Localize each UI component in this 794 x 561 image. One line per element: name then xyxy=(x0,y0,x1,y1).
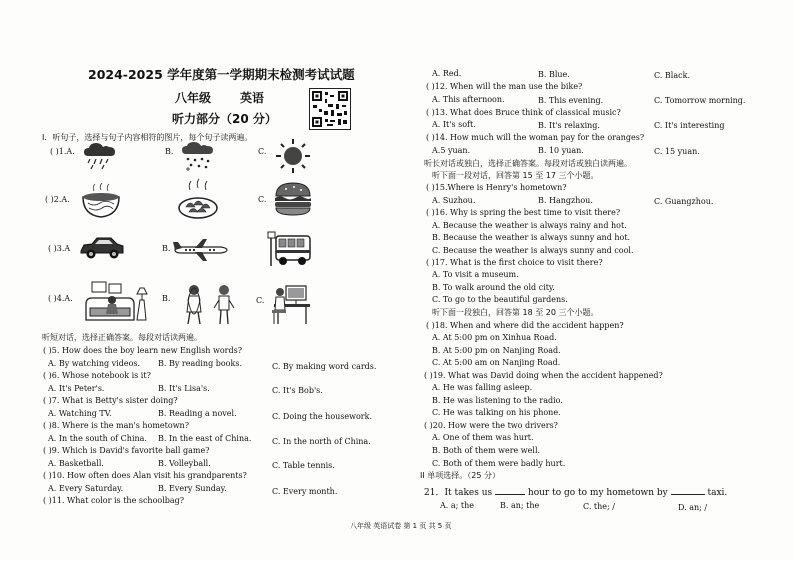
option-a: A. Suzhou. xyxy=(432,196,476,205)
option-c-label: C. xyxy=(258,195,267,204)
hamburger-icon xyxy=(272,180,314,222)
option-b: B. By reading books. xyxy=(158,359,242,368)
answer-blank[interactable] xyxy=(495,486,525,495)
snow-cloud-icon xyxy=(180,140,216,176)
qr-code-icon xyxy=(309,88,351,130)
exam-title: 2024-2025 学年度第一学期期末检测考试试题 xyxy=(88,67,355,82)
car-icon xyxy=(78,236,126,264)
question-number: ( )2.A. xyxy=(45,195,70,204)
option-b: B. He was listening to the radio. xyxy=(432,396,563,405)
question-12: ( )12. When will the man use the bike? xyxy=(426,82,583,91)
question-11: ( )11. What color is the schoolbag? xyxy=(43,496,185,505)
option-c-label: C. xyxy=(258,147,267,156)
question-20: ( )20. How were the two drivers? xyxy=(424,421,558,430)
option-a: A. Basketball. xyxy=(48,459,104,468)
question-14: ( )14. How much will the woman pay for the oranges? xyxy=(426,133,645,142)
instruction-part2: 听短对话，选择正确答案。每段对话读两遍。 xyxy=(42,333,202,342)
option-c: C. Guangzhou. xyxy=(654,197,714,206)
question-6: ( )6. Whose notebook is it? xyxy=(43,371,151,380)
option-c: C. Tomorrow morning. xyxy=(654,96,746,105)
option-c: C. It's Bob's. xyxy=(272,386,323,395)
option-a: A. To visit a museum. xyxy=(432,270,519,279)
option-b: B. At 5:00 pm on Nanjing Road. xyxy=(432,346,561,355)
option-b: B. Blue. xyxy=(538,70,570,79)
question-19: ( )19. What was David doing when the accident happened? xyxy=(424,371,663,380)
question-16: ( )16. Why is spring the best time to visit there? xyxy=(426,208,621,217)
option-a: A. It's soft. xyxy=(432,120,476,129)
option-b: B. It's relaxing. xyxy=(538,121,600,130)
option-a: A. This afternoon. xyxy=(432,95,505,104)
grade-label: 八年级 xyxy=(175,91,212,105)
option-c: C. Black. xyxy=(654,71,690,80)
question-number: ( )3.A xyxy=(48,244,71,253)
option-a: A. He was falling asleep. xyxy=(432,383,533,392)
option-b-label: B. xyxy=(162,294,171,303)
option-a: A. It's Peter's. xyxy=(48,384,105,393)
option-b: B. Because the weather is always sunny and hot. xyxy=(432,233,631,242)
rain-cloud-icon xyxy=(82,140,118,174)
instruction-part4: 听下面一段独白，回答第 18 至 20 三个小题。 xyxy=(432,308,599,317)
jump-rope-icon xyxy=(178,282,242,330)
question-15: ( )15.Where is Henry's hometown? xyxy=(426,183,567,192)
option-c: C. To go to the beautiful gardens. xyxy=(432,295,568,304)
section-title: 听力部分（20 分） xyxy=(172,112,277,126)
option-b-label: B. xyxy=(162,244,171,253)
option-b: B. Volleyball. xyxy=(158,459,211,468)
question-21-part3: taxi. xyxy=(707,488,728,498)
option-b: B. 10 yuan. xyxy=(538,146,584,155)
noodles-icon xyxy=(80,183,122,223)
option-a: A. In the south of China. xyxy=(48,434,147,443)
subject-label: 英语 xyxy=(240,91,265,105)
option-c: C. By making word cards. xyxy=(272,362,377,371)
option-c: C. In the north of China. xyxy=(272,437,371,446)
option-a: A. Because the weather is always rainy and hot. xyxy=(432,221,627,230)
instruction-part1: I．听句子，选择与句子内容相符的图片，每个句子读两遍。 xyxy=(42,133,253,142)
question-8: ( )8. Where is the man's hometown? xyxy=(43,421,189,430)
option-b: B. an; the xyxy=(500,501,540,510)
option-b: B. Both of them were well. xyxy=(432,446,541,455)
instruction-part3b: 听下面一段对话，回答第 15 至 17 三个小题。 xyxy=(432,171,599,180)
option-b: B. In the east of China. xyxy=(158,434,252,443)
option-b: B. Hangzhou. xyxy=(538,196,593,205)
option-a: A. a; the xyxy=(440,501,474,510)
question-13: ( )13. What does Bruce think of classical music? xyxy=(426,108,621,117)
option-a: A. Watching TV. xyxy=(48,409,112,418)
option-a: A. One of them was hurt. xyxy=(432,433,534,442)
option-c: C. Every month. xyxy=(272,487,338,496)
question-number: ( )4.A. xyxy=(48,294,73,303)
option-a: A. Red. xyxy=(432,69,462,78)
answer-blank[interactable] xyxy=(671,486,705,495)
option-a: A. By watching videos. xyxy=(48,359,141,368)
option-a: A. Every Saturday. xyxy=(48,484,124,493)
sofa-icon xyxy=(82,280,150,330)
option-c: C. It's interesting xyxy=(654,121,725,130)
computer-desk-icon xyxy=(270,280,312,330)
option-b: B. To walk around the old city. xyxy=(432,283,555,292)
sun-icon xyxy=(274,137,312,179)
question-21-part1: 21．It takes us xyxy=(424,488,493,498)
option-c: C. Table tennis. xyxy=(272,461,335,470)
option-c: C. the; / xyxy=(583,502,615,511)
question-17: ( )17. What is the first choice to visit there? xyxy=(426,258,603,267)
option-c: C. Doing the housework. xyxy=(272,412,373,421)
question-9: ( )9. Which is David's favorite ball game? xyxy=(43,446,210,455)
question-5: ( )5. How does the boy learn new English words? xyxy=(43,346,243,355)
option-c: C. Both of them were badly hurt. xyxy=(432,459,566,468)
question-10: ( )10. How often does Alan visit his grandparents? xyxy=(43,471,247,480)
question-number: ( )1.A. xyxy=(50,147,75,156)
page-footer: 八年级 英语试卷 第 1 页 共 5 页 xyxy=(350,522,452,530)
question-21-part2: hour to go to my hometown by xyxy=(527,488,668,498)
section-2-title: II 单项选择。（25 分） xyxy=(420,471,500,480)
option-a: A. At 5:00 pm on Xinhua Road. xyxy=(432,333,557,342)
option-c-label: C. xyxy=(256,296,265,305)
dumplings-icon xyxy=(176,178,220,226)
option-b: B. Every Sunday. xyxy=(158,484,227,493)
instruction-part3: 听长对话或独白，选择正确答案。每段对话或独白读两遍。 xyxy=(424,159,632,168)
option-c: C. 15 yuan. xyxy=(654,147,700,156)
option-b: B. It's Lisa's. xyxy=(158,384,210,393)
option-b: B. This evening. xyxy=(538,96,604,105)
option-c: C. He was talking on his phone. xyxy=(432,408,561,417)
option-c: C. Because the weather is always sunny and cool. xyxy=(432,246,634,255)
option-b-label: B. xyxy=(165,147,174,156)
airplane-icon xyxy=(173,238,229,266)
option-c: C. At 5:00 am on Nanjing Road. xyxy=(432,358,561,367)
option-a: A.5 yuan. xyxy=(432,146,471,155)
question-7: ( )7. What is Betty's sister doing? xyxy=(43,396,178,405)
question-21 xyxy=(424,486,727,498)
option-d: D. an; / xyxy=(678,503,708,512)
bus-icon xyxy=(266,230,312,272)
option-b: B. Reading a novel. xyxy=(158,409,237,418)
question-18: ( )18. When and where did the accident happen? xyxy=(426,321,624,330)
